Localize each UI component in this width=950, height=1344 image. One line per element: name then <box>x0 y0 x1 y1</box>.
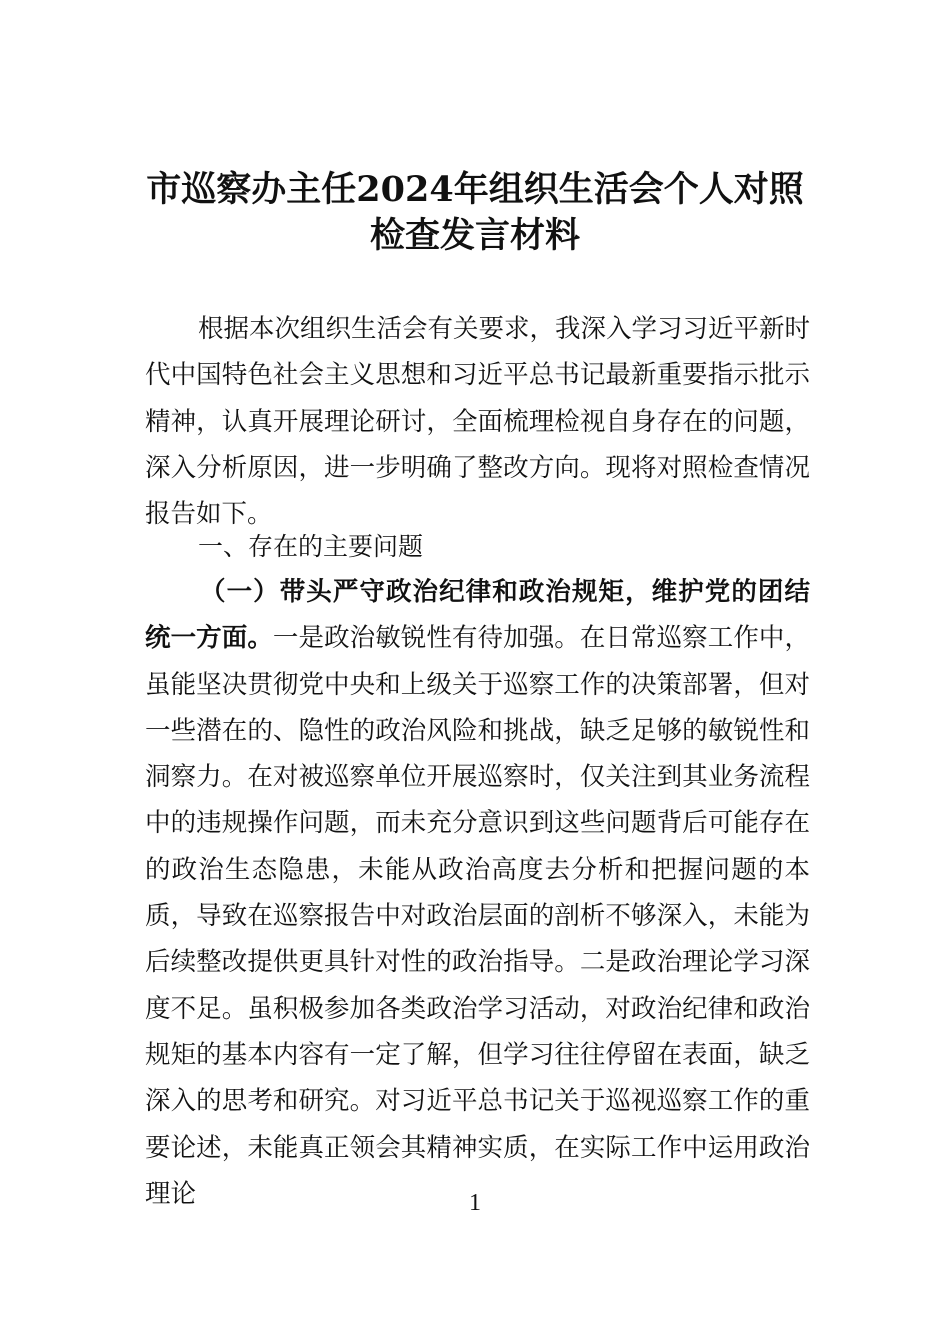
subsection-paragraph-1 <box>145 569 810 1217</box>
subsection-heading-1: （一）带头严守政治纪律和政治规矩，维护党的团结统一方面。 <box>145 577 810 654</box>
intro-paragraph: 根据本次组织生活会有关要求，我深入学习习近平新时代中国特色社会主义思想和习近平总书记最新重要指示批示精神，认真开展理论研讨，全面梳理检视自身存在的问题，深入分析原因，进一步明确了整改方向。现将对照检查情况报告如下。 <box>145 314 811 530</box>
document-title-line-1: 市巡察办主任2024年组织生活会个人对照 <box>146 169 804 210</box>
subsection-body-1: 一是政治敏锐性有待加强。在日常巡察工作中，虽能坚决贯彻党中央和上级关于巡察工作的决策部署，但对一些潜在的、隐性的政治风险和挑战，缺乏足够的敏锐性和洞察力。在对被巡察单位开展巡察时，仅关注到其业务流程中的违规操作问题，而未充分意识到这些问题背后可能存在的政治生态隐患，未能从政治高度去分析和把握问题的本质，导致在巡察报告中对政治层面的剖析不够深入，未能为后续整改提供更具针对性的政治指导。二是政治理论学习深度不足。虽积极参加各类政治学习活动，对政治纪律和政治规矩的基本内容有一定了解，但学习往往停留在表面，缺乏深入的思考和研究。对习近平总书记关于巡视巡察工作的重要论述，未能真正领会其精神实质，在实际工作中运用政治理论 <box>145 623 810 1209</box>
page-number: 1 <box>469 1190 481 1216</box>
document-title-line-2: 检查发言材料 <box>369 215 580 256</box>
section-heading-1: 一、存在的主要问题 <box>198 532 424 561</box>
